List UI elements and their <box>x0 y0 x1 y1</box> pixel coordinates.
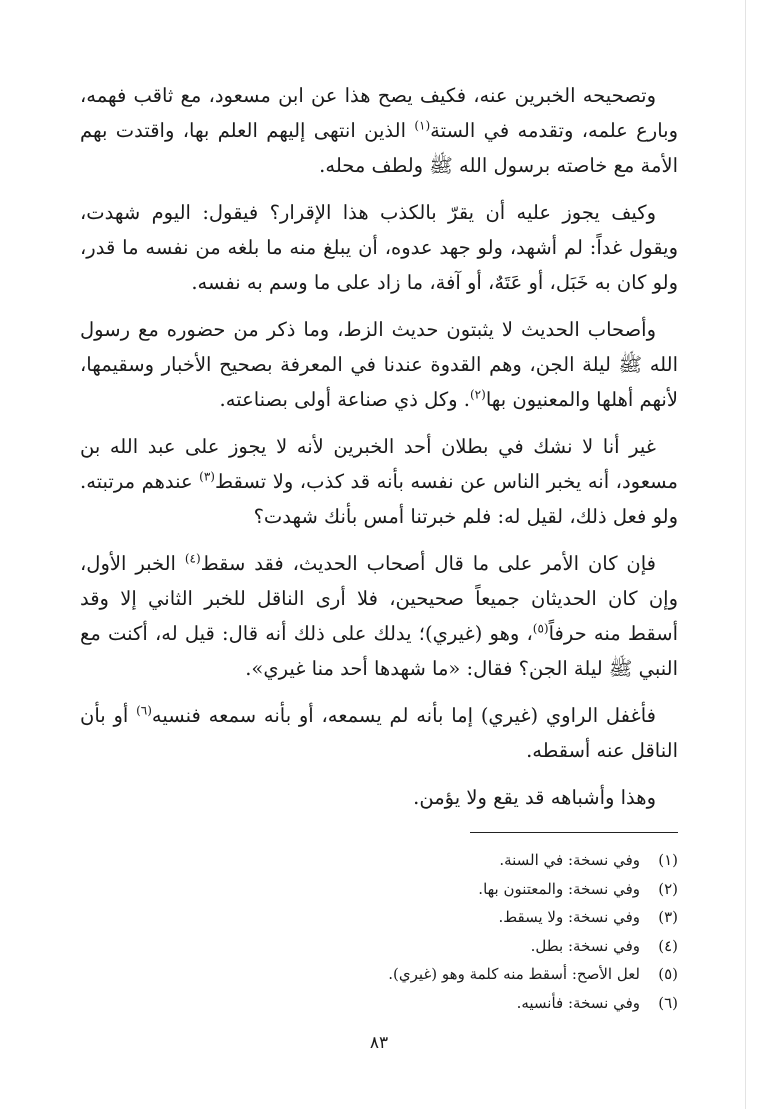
paragraph-5 <box>80 546 678 686</box>
footnote-text: وفي نسخة: والمعتنون بها. <box>478 879 640 898</box>
paragraph-2 <box>80 195 678 300</box>
paragraph-5-text-a: فإن كان الأمر على ما قال أصحاب الحديث، فقد سقط <box>200 552 656 575</box>
footnote-marker-5: (٥) <box>532 621 549 636</box>
paragraph-3 <box>80 312 678 417</box>
footnote-number: (٥) <box>658 965 678 983</box>
paragraph-5-text-b: الخبر الأول، وإن كان الحديثان جميعاً صحيحين، فلا أرى الناقل للخبر الثاني إلا وقد أسقط منه حرفاً <box>80 552 679 645</box>
footnote-number: (٣) <box>658 908 678 926</box>
footnote-marker-2: (٢) <box>469 387 486 402</box>
page-number: ٨٣ <box>369 1033 389 1053</box>
footnote-text: وفي نسخة: فأنسيه. <box>516 993 640 1012</box>
footnote-text: وفي نسخة: بطل. <box>530 936 640 955</box>
footnote-text: وفي نسخة: في السنة. <box>499 851 640 869</box>
paragraph-6-text-b: أو بأن الناقل عنه أسقطه. <box>80 704 678 762</box>
paragraph-3-text-a: وأصحاب الحديث لا يثبتون حديث الزط، وما ذكر من حضوره مع رسول الله ﷺ ليلة الجن، وهم القدوة عندنا في المعرفة بصحيح الأخبار وسقيمها، لأنهم أهلها والمعنيون بها <box>80 318 678 411</box>
paragraph-5-text-c: ، وهو (غيري)؛ يدلك على ذلك أنه قال: قيل له، أكنت مع النبي ﷺ ليلة الجن؟ فقال: «ما شهدها أحد منا غيري». <box>80 622 678 680</box>
paragraph-1-text-b: الذين انتهى إليهم العلم بها، واقتدت بهم الأمة مع خاصته برسول الله ﷺ ولطف محله. <box>80 119 678 177</box>
footnote-2 <box>80 875 678 904</box>
main-text <box>80 78 678 827</box>
footnote-marker-6: (٦) <box>136 703 152 718</box>
footnote-number: (٢) <box>658 879 678 898</box>
footnote-1 <box>80 846 678 875</box>
footnote-5 <box>80 960 678 989</box>
paragraph-1 <box>80 78 678 183</box>
footnote-3 <box>80 903 678 932</box>
paragraph-4-text-b: عندهم مرتبته. ولو فعل ذلك، لقيل له: فلم خبرتنا أمس بأنك شهدت؟ <box>80 470 678 528</box>
paragraph-6 <box>80 698 678 768</box>
footnote-4 <box>80 932 678 961</box>
footnote-6 <box>80 989 678 1018</box>
footnote-marker-4: (٤) <box>184 551 201 566</box>
paragraph-3-text-b: . وكل ذي صناعة أولى بصناعته. <box>219 388 470 411</box>
footnote-divider <box>470 832 678 833</box>
footnote-text: لعل الأصح: أسقط منه كلمة وهو (غيري). <box>388 965 640 983</box>
paragraph-4-text-a: غير أنا لا نشك في بطلان أحد الخبرين لأنه لا يجوز على عبد الله بن مسعود، أنه يخبر الناس عن نفسه بأنه قد كذب، ولا تسقط <box>80 435 678 493</box>
footnote-number: (٤) <box>658 936 678 955</box>
paragraph-1-text-a: وتصحيحه الخبرين عنه، فكيف يصح هذا عن ابن مسعود، مع ثاقب فهمه، وبارع علمه، وتقدمه في الستة <box>80 84 678 142</box>
footnotes <box>80 846 678 1017</box>
paragraph-7 <box>80 780 678 815</box>
footnote-text: وفي نسخة: ولا يسقط. <box>498 908 640 926</box>
paragraph-7-text: وهذا وأشباهه قد يقع ولا يؤمن. <box>413 786 656 809</box>
footnote-number: (١) <box>658 851 678 869</box>
paragraph-4 <box>80 429 678 534</box>
paragraph-6-text-a: فأغفل الراوي (غيري) إما بأنه لم يسمعه، أو بأنه سمعه فنسيه <box>151 704 656 727</box>
footnote-marker-1: (١) <box>414 118 431 133</box>
footnote-number: (٦) <box>658 993 678 1012</box>
footnote-marker-3: (٣) <box>199 469 215 484</box>
paragraph-2-text: وكيف يجوز عليه أن يقرّ بالكذب هذا الإقرار؟ فيقول: اليوم شهدت، ويقول غداً: لم أشهد، ولو جهد عدوه، أن يبلغ منه ما بلغه من نفسه ما قدر، ولو كان به خَبَل، أو عَتَهٌ، أو آفة، ما زاد على ما وسم به نفسه. <box>80 201 678 294</box>
page-edge-line <box>745 0 746 1109</box>
